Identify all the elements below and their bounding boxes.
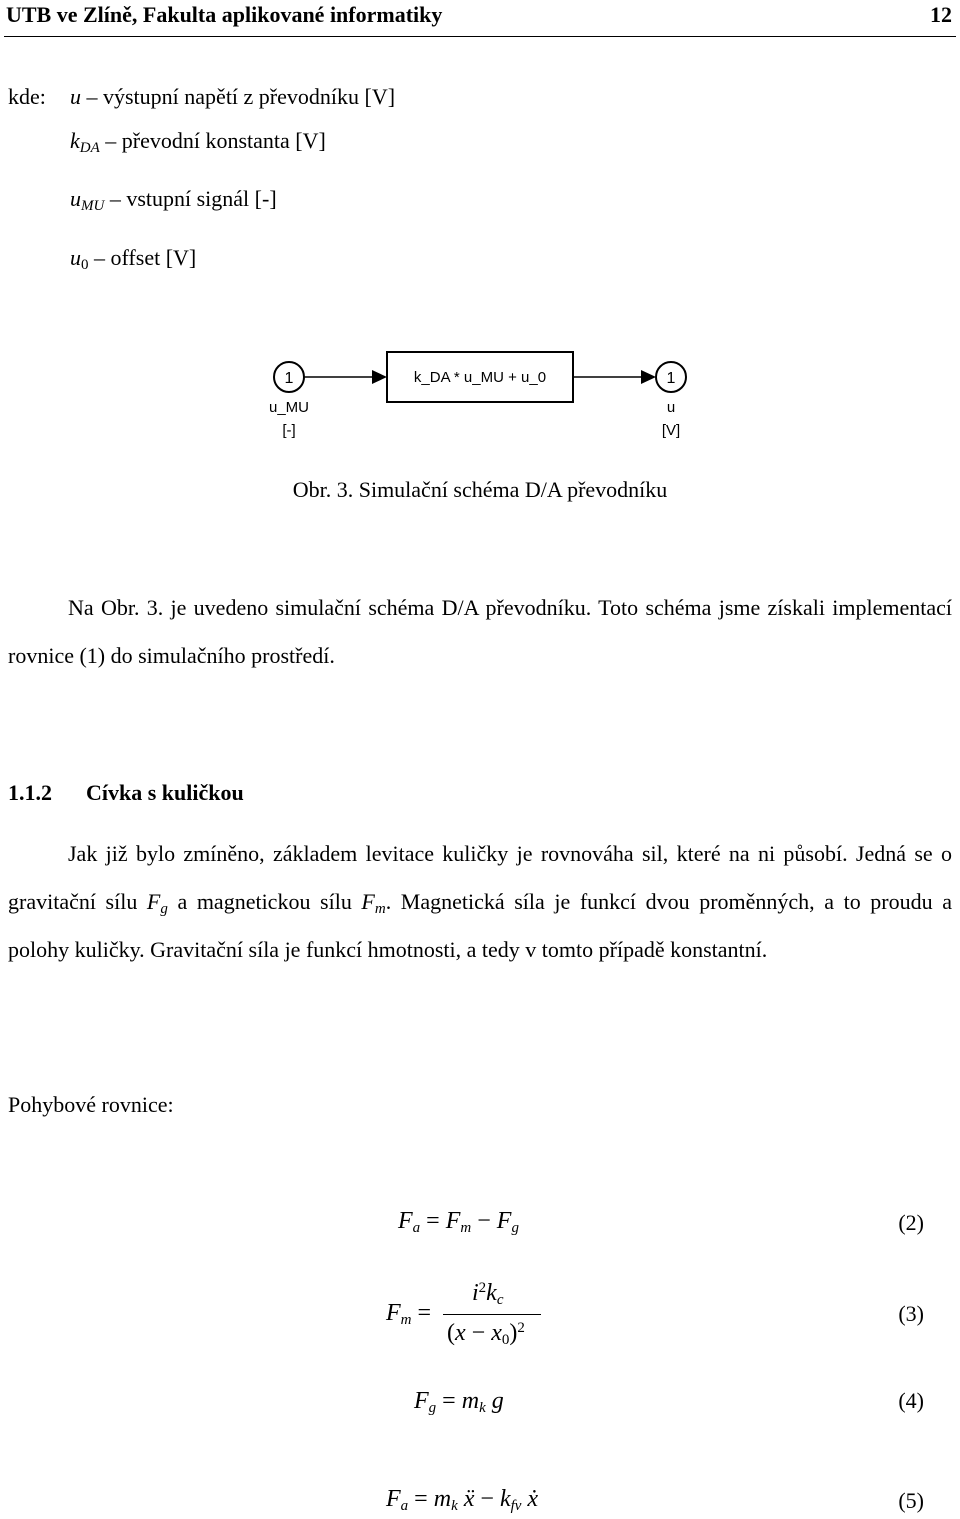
simulink-diagram (250, 340, 720, 450)
paragraph-text: . Magnetická síla je funkcí dvou proměnných, a to proudu a polohy kuličky. Gravitační síla je funkcí hmotnosti, a tedy v tomto případě konstantní. (8, 889, 952, 962)
definition-description: – vstupní signál [-] (109, 186, 277, 211)
equation-2: $F_a = F_m - F_g$ (398, 1208, 519, 1236)
motion-equations-label: Pohybové rovnice: (8, 1092, 174, 1117)
outport-label: u (666, 399, 676, 416)
definition-symbol: u (70, 245, 81, 270)
definition-subscript: 0 (81, 257, 89, 273)
equation-5: $F_a = m_k$ ẍ − $k_{fv}$ ẋ (386, 1486, 539, 1514)
paragraph-text: a magnetickou sílu (167, 889, 362, 914)
equation-3-lhs: $F_m$ = (386, 1300, 432, 1328)
page-number: 12 (930, 2, 952, 27)
paragraph (8, 584, 952, 680)
equation-number: (4) (898, 1388, 924, 1413)
definition-subscript: MU (81, 198, 105, 214)
definition-symbol: k (70, 128, 80, 153)
fcn-expression: k_DA * u_MU + u_0 (413, 369, 547, 386)
equation-number: (3) (898, 1301, 924, 1326)
inport-label: u_MU (268, 399, 310, 416)
definitions-lead: kde: (8, 84, 46, 109)
arrow-out-icon (641, 370, 656, 384)
equation-4: $F_g = m_k$ g (414, 1388, 504, 1416)
definition-item (70, 128, 326, 154)
gravity-force-subscript: g (160, 901, 168, 917)
definition-description: – výstupní napětí z převodníku [V] (86, 84, 396, 109)
arrow-in-icon (372, 370, 387, 384)
definition-item (70, 186, 277, 212)
definition-description: – převodní konstanta [V] (105, 128, 326, 153)
equation-number: (5) (898, 1488, 924, 1513)
figure-caption: Obr. 3. Simulační schéma D/A převodníku (292, 477, 668, 502)
equation-3-numerator: $i^2k_c$ (472, 1280, 504, 1308)
definition-symbol: u (70, 84, 81, 109)
definition-subscript: DA (79, 140, 100, 156)
section-heading (8, 780, 244, 806)
equation-3-denominator: $(x - x_0)^2$ (447, 1320, 525, 1348)
running-header: UTB ve Zlíně, Fakulta aplikované informatiky (6, 2, 443, 27)
definition-item (70, 245, 196, 271)
fraction-bar (443, 1314, 541, 1315)
magnetic-force-symbol: F (361, 889, 375, 914)
section-number: 1.1.2 (8, 780, 52, 805)
paragraph (8, 830, 952, 974)
definition-item (70, 84, 395, 110)
outport-number: 1 (666, 370, 676, 387)
magnetic-force-subscript: m (374, 901, 386, 917)
definition-description: – offset [V] (94, 245, 197, 270)
outport-unit: [V] (661, 422, 681, 439)
paragraph-text: Na Obr. 3. je uvedeno simulační schéma D/A převodníku. Toto schéma jsme získali implementací rovnice (1) do simulačního prostředí. (8, 595, 952, 668)
paragraph-text: Jak již bylo zmíněno, základem levitace kuličky je rovnováha sil, které na ni působí. Jedná se o gravitační sílu (8, 841, 952, 914)
definition-symbol: u (70, 186, 81, 211)
header-rule (4, 36, 956, 37)
inport-unit: [-] (282, 422, 296, 439)
inport-number: 1 (284, 370, 294, 387)
gravity-force-symbol: F (146, 889, 161, 914)
section-title: Cívka s kuličkou (86, 780, 244, 805)
equation-number: (2) (898, 1210, 924, 1235)
